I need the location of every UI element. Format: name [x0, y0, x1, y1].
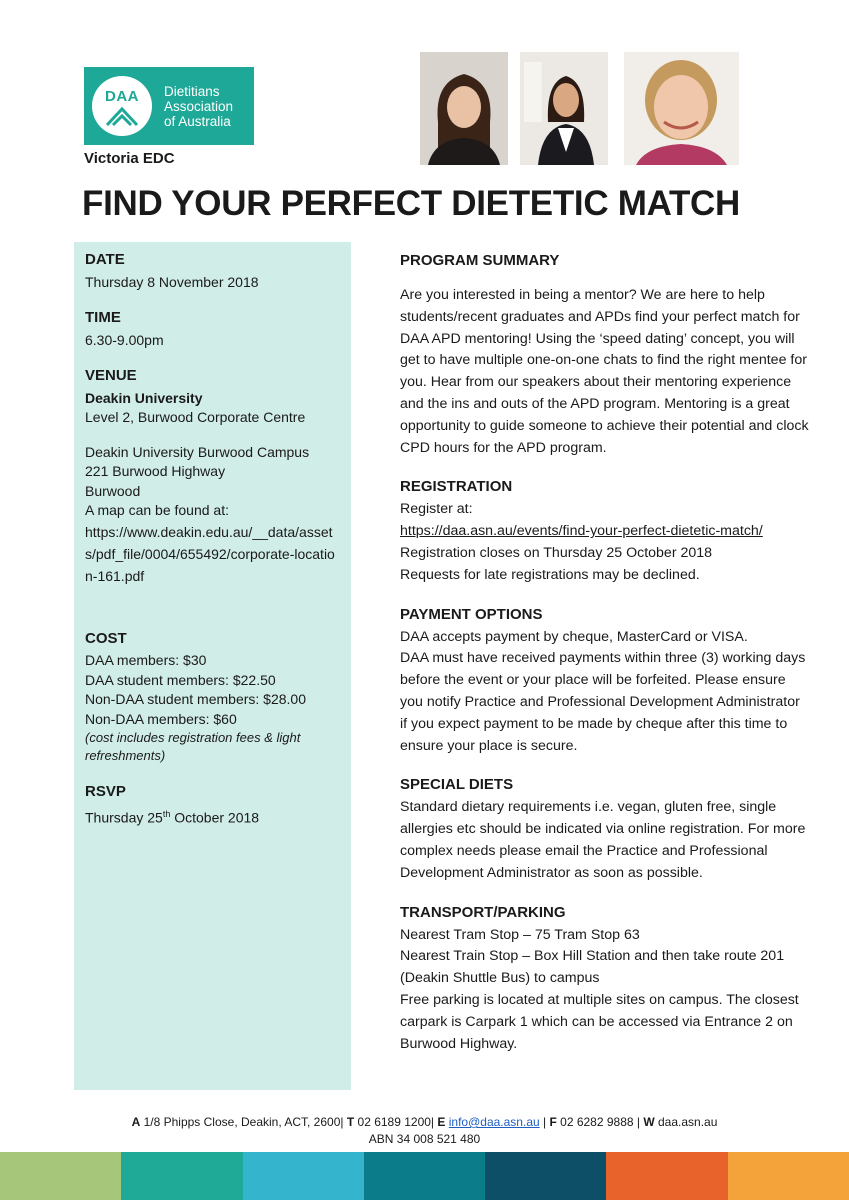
time-value: 6.30-9.00pm: [85, 331, 164, 348]
daa-logo-mark: [92, 76, 152, 136]
footer-contact: [0, 1114, 849, 1148]
logo-org-line: Association: [164, 98, 234, 114]
cost-item: Non-DAA student members: $28.00: [85, 691, 307, 707]
cost-item: DAA members: $30: [85, 652, 207, 668]
cost-section: [85, 629, 341, 765]
footer-abn: ABN 34 008 521 480: [368, 1132, 481, 1146]
rsvp-date-month: October 2018: [170, 809, 260, 826]
phone-label: T: [346, 1115, 355, 1129]
footer-address: 1/8 Phipps Close, Deakin, ACT, 2600|: [140, 1115, 347, 1129]
fax-label: F: [549, 1115, 557, 1129]
color-stripe-segment: [121, 1152, 242, 1200]
venue-line: Level 2, Burwood Corporate Centre: [85, 409, 306, 425]
venue-address-line: Deakin University Burwood Campus: [85, 443, 310, 460]
date-value: Thursday 8 November 2018: [85, 273, 259, 290]
special-diets-heading: SPECIAL DIETS: [400, 776, 514, 794]
registration-section: [400, 477, 810, 586]
payment-options-heading: PAYMENT OPTIONS: [400, 605, 543, 623]
web-label: W: [643, 1115, 655, 1129]
parking-text: Free parking is located at multiple sites on campus. The closest carpark is Carpark 1 which can be accessed via Entrance 2 on Burwood Highway.: [400, 991, 799, 1052]
venue-heading: VENUE: [85, 367, 137, 384]
logo-org-line: of Australia: [164, 113, 231, 129]
rsvp-value: [85, 805, 341, 828]
main-content: [400, 251, 810, 1073]
portrait-blonde-woman-icon: [624, 52, 739, 165]
email-label: E: [437, 1115, 446, 1129]
venue-name: Deakin University: [85, 389, 203, 406]
venue-address-line: Burwood: [85, 482, 141, 499]
color-stripe-segment: [606, 1152, 727, 1200]
rsvp-date-suffix: th: [162, 808, 171, 819]
transport-parking-section: [400, 903, 810, 1056]
registration-closes: Registration closes on Thursday 25 October 2018: [400, 544, 713, 561]
cost-heading: COST: [85, 629, 127, 647]
cost-item: Non-DAA members: $60: [85, 710, 237, 727]
address-label: A: [131, 1115, 141, 1129]
train-stop-text: Nearest Train Stop – Box Hill Station and then take route 201 (Deakin Shuttle Bus) to campus: [400, 948, 785, 987]
footer-web: daa.asn.au: [654, 1115, 718, 1129]
rsvp-section: [85, 782, 341, 828]
speaker-photo-3: [624, 52, 739, 165]
portrait-dark-hair-woman-icon: [420, 52, 508, 165]
registration-heading: REGISTRATION: [400, 478, 513, 496]
daa-logo: [84, 67, 254, 145]
footer-phone: 02 6189 1200|: [354, 1115, 438, 1129]
cost-note: (cost includes registration fees & light refreshments): [85, 730, 301, 763]
color-stripe-segment: [243, 1152, 364, 1200]
special-diets-section: [400, 775, 810, 884]
tram-stop-text: Nearest Tram Stop – 75 Tram Stop 63: [400, 926, 640, 943]
date-heading: DATE: [85, 251, 125, 268]
color-stripe-segment: [728, 1152, 849, 1200]
chevron-logo-icon: [105, 105, 139, 127]
time-heading: TIME: [85, 309, 121, 326]
registration-intro: Register at:: [400, 501, 473, 518]
color-stripe-segment: [364, 1152, 485, 1200]
special-diets-text: Standard dietary requirements i.e. vegan, gluten free, single allergies etc should be indicated via online registration. For more complex needs please email the Practice and Professional Development Administrator as soon as possible.: [400, 799, 806, 881]
footer-email-link[interactable]: info@daa.asn.au: [448, 1115, 540, 1129]
footer-contact-line: [0, 1114, 849, 1131]
payment-options-section: [400, 605, 810, 758]
event-details-sidebar: [74, 242, 351, 1090]
footer-separator: |: [539, 1115, 550, 1129]
program-summary-section: [400, 251, 810, 459]
portrait-woman-white-shirt-icon: [520, 52, 608, 165]
payment-terms: DAA must have received payments within three (3) working days before the event or your place will be forfeited. Please ensure you notify Practice and Professional Development Administrator if you expect payment to be made by cheque after this time to ensure your place is secure.: [400, 650, 806, 754]
logo-org-name: [164, 84, 233, 129]
logo-abbr: DAA: [105, 88, 139, 105]
registration-late-note: Requests for late registrations may be declined.: [400, 566, 700, 583]
color-stripe: [0, 1152, 849, 1200]
branch-label: Victoria EDC: [84, 150, 175, 167]
color-stripe-segment: [485, 1152, 606, 1200]
program-summary-heading: PROGRAM SUMMARY: [400, 252, 560, 269]
venue-address-line: 221 Burwood Highway: [85, 463, 226, 479]
transport-parking-heading: TRANSPORT/PARKING: [400, 903, 566, 921]
map-text: A map can be found at:: [85, 502, 229, 518]
color-stripe-segment: [0, 1152, 121, 1200]
payment-methods: DAA accepts payment by cheque, MasterCard or VISA.: [400, 628, 748, 645]
venue-section: [85, 366, 341, 587]
venue-address: [85, 443, 341, 587]
map-url-link[interactable]: https://www.deakin.edu.au/__data/assets/pdf_file/0004/655492/corporate-location-161.pdf: [85, 523, 335, 584]
registration-link[interactable]: https://daa.asn.au/events/find-your-perfect-dietetic-match/: [400, 523, 763, 540]
cost-item: DAA student members: $22.50: [85, 671, 276, 688]
logo-org-line: Dietitians: [164, 83, 220, 99]
rsvp-date-prefix: Thursday 25: [85, 809, 163, 826]
page-title: FIND YOUR PERFECT DIETETIC MATCH: [82, 184, 740, 223]
program-summary-text: Are you interested in being a mentor? We are here to help students/recent graduates and APDs find your perfect match for DAA APD mentoring! Using the ‘speed dating’ concept, you will get to have multiple one-on-one chats to find the right mentee for you. Hear from our speakers about their mentoring experience and the ins and outs of the APD program. Mentoring is a great opportunity to guide someone to achieve their potential and clock CPD hours for the APD program.: [400, 287, 809, 456]
footer-fax: 02 6282 9888 |: [556, 1115, 644, 1129]
time-section: [85, 308, 341, 350]
speaker-photo-2: [520, 52, 608, 165]
date-section: [85, 250, 341, 292]
rsvp-heading: RSVP: [85, 783, 126, 800]
speaker-photo-1: [420, 52, 508, 165]
